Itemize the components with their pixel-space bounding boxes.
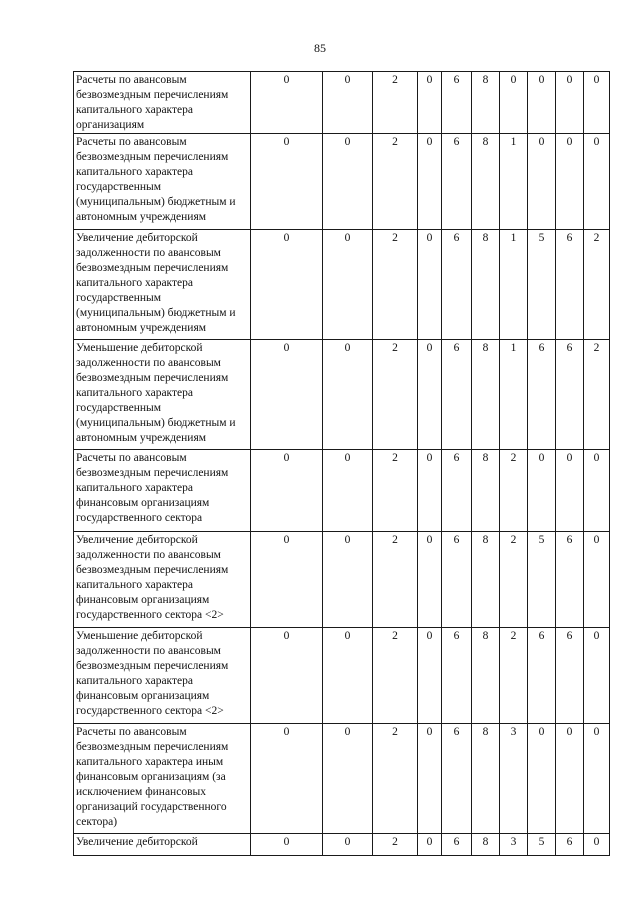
code-digit-cell: 0 bbox=[584, 72, 610, 134]
account-name-cell: Расчеты по авансовым безвозмездным перечислениям капитального характера организациям bbox=[74, 72, 251, 134]
code-digit-cell: 0 bbox=[500, 72, 528, 134]
table-row bbox=[74, 340, 610, 450]
code-digit-cell: 2 bbox=[584, 340, 610, 450]
code-digit-cell: 6 bbox=[556, 834, 584, 856]
account-name-cell: Расчеты по авансовым безвозмездным перечислениям капитального характера государственным (муниципальным) бюджетным и автономным учреждениям bbox=[74, 134, 251, 230]
code-digit-cell: 2 bbox=[500, 450, 528, 532]
code-digit-cell: 0 bbox=[584, 532, 610, 628]
code-digit-cell: 1 bbox=[500, 230, 528, 340]
code-digit-cell: 8 bbox=[472, 450, 500, 532]
code-digit-cell: 0 bbox=[528, 724, 556, 834]
code-digit-cell: 6 bbox=[442, 724, 472, 834]
code-digit-cell: 8 bbox=[472, 340, 500, 450]
code-digit-cell: 0 bbox=[323, 628, 373, 724]
code-digit-cell: 0 bbox=[584, 134, 610, 230]
account-name-cell: Увеличение дебиторской задолженности по авансовым безвозмездным перечислениям капитального характера государственным (муниципальным) бюджетным и автономным учреждениям bbox=[74, 230, 251, 340]
code-digit-cell: 1 bbox=[500, 340, 528, 450]
code-digit-cell: 0 bbox=[251, 724, 323, 834]
code-digit-cell: 0 bbox=[251, 628, 323, 724]
code-digit-cell: 0 bbox=[323, 134, 373, 230]
code-digit-cell: 6 bbox=[556, 340, 584, 450]
code-digit-cell: 2 bbox=[373, 72, 418, 134]
code-digit-cell: 0 bbox=[418, 450, 442, 532]
code-digit-cell: 0 bbox=[251, 72, 323, 134]
code-digit-cell: 0 bbox=[528, 134, 556, 230]
code-digit-cell: 0 bbox=[418, 628, 442, 724]
code-digit-cell: 0 bbox=[418, 230, 442, 340]
account-name-cell: Увеличение дебиторской задолженности по авансовым безвозмездным перечислениям капитального характера финансовым организациям государственного сектора <2> bbox=[74, 532, 251, 628]
code-digit-cell: 8 bbox=[472, 628, 500, 724]
code-digit-cell: 0 bbox=[251, 230, 323, 340]
code-digit-cell: 2 bbox=[584, 230, 610, 340]
account-name-cell: Уменьшение дебиторской задолженности по авансовым безвозмездным перечислениям капитального характера финансовым организациям государственного сектора <2> bbox=[74, 628, 251, 724]
code-digit-cell: 6 bbox=[442, 340, 472, 450]
code-digit-cell: 6 bbox=[442, 134, 472, 230]
code-digit-cell: 8 bbox=[472, 230, 500, 340]
code-digit-cell: 3 bbox=[500, 724, 528, 834]
code-digit-cell: 0 bbox=[556, 724, 584, 834]
code-digit-cell: 1 bbox=[500, 134, 528, 230]
code-digit-cell: 0 bbox=[584, 724, 610, 834]
code-digit-cell: 0 bbox=[251, 340, 323, 450]
code-digit-cell: 2 bbox=[500, 532, 528, 628]
code-digit-cell: 8 bbox=[472, 532, 500, 628]
code-digit-cell: 0 bbox=[323, 724, 373, 834]
code-digit-cell: 8 bbox=[472, 134, 500, 230]
code-digit-cell: 2 bbox=[373, 834, 418, 856]
code-digit-cell: 2 bbox=[373, 724, 418, 834]
code-digit-cell: 0 bbox=[323, 72, 373, 134]
code-digit-cell: 8 bbox=[472, 72, 500, 134]
code-digit-cell: 0 bbox=[584, 834, 610, 856]
code-digit-cell: 6 bbox=[556, 628, 584, 724]
table-row bbox=[74, 532, 610, 628]
code-digit-cell: 6 bbox=[556, 230, 584, 340]
code-digit-cell: 6 bbox=[442, 72, 472, 134]
code-digit-cell: 0 bbox=[251, 834, 323, 856]
code-digit-cell: 0 bbox=[251, 450, 323, 532]
code-digit-cell: 0 bbox=[418, 834, 442, 856]
code-digit-cell: 2 bbox=[373, 532, 418, 628]
code-digit-cell: 2 bbox=[373, 450, 418, 532]
code-digit-cell: 0 bbox=[556, 134, 584, 230]
code-digit-cell: 0 bbox=[418, 340, 442, 450]
account-name-cell: Расчеты по авансовым безвозмездным перечислениям капитального характера финансовым организациям государственного сектора bbox=[74, 450, 251, 532]
code-digit-cell: 0 bbox=[584, 450, 610, 532]
code-digit-cell: 0 bbox=[323, 230, 373, 340]
table-row bbox=[74, 72, 610, 134]
code-digit-cell: 8 bbox=[472, 724, 500, 834]
page-number: 85 bbox=[314, 41, 326, 55]
account-name-cell: Увеличение дебиторской bbox=[74, 834, 251, 856]
code-digit-cell: 0 bbox=[323, 450, 373, 532]
account-name-cell: Уменьшение дебиторской задолженности по авансовым безвозмездным перечислениям капитального характера государственным (муниципальным) бюджетным и автономным учреждениям bbox=[74, 340, 251, 450]
code-digit-cell: 0 bbox=[323, 834, 373, 856]
code-digit-cell: 6 bbox=[442, 628, 472, 724]
table-row bbox=[74, 450, 610, 532]
code-digit-cell: 0 bbox=[418, 72, 442, 134]
code-digit-cell: 2 bbox=[373, 340, 418, 450]
table-row bbox=[74, 834, 610, 856]
table-row bbox=[74, 230, 610, 340]
account-name-cell: Расчеты по авансовым безвозмездным перечислениям капитального характера иным финансовым организациям (за исключением финансовых организаций государственного сектора) bbox=[74, 724, 251, 834]
code-digit-cell: 0 bbox=[556, 450, 584, 532]
code-digit-cell: 2 bbox=[373, 134, 418, 230]
code-digit-cell: 8 bbox=[472, 834, 500, 856]
table-row bbox=[74, 628, 610, 724]
code-digit-cell: 6 bbox=[528, 628, 556, 724]
code-digit-cell: 2 bbox=[500, 628, 528, 724]
code-digit-cell: 0 bbox=[418, 724, 442, 834]
code-digit-cell: 2 bbox=[373, 230, 418, 340]
code-digit-cell: 6 bbox=[556, 532, 584, 628]
code-digit-cell: 0 bbox=[528, 450, 556, 532]
code-digit-cell: 0 bbox=[251, 134, 323, 230]
code-digit-cell: 5 bbox=[528, 834, 556, 856]
code-digit-cell: 6 bbox=[442, 532, 472, 628]
code-digit-cell: 0 bbox=[418, 532, 442, 628]
table-row bbox=[74, 724, 610, 834]
code-digit-cell: 0 bbox=[584, 628, 610, 724]
code-digit-cell: 6 bbox=[442, 450, 472, 532]
code-digit-cell: 3 bbox=[500, 834, 528, 856]
code-digit-cell: 6 bbox=[442, 834, 472, 856]
code-digit-cell: 5 bbox=[528, 230, 556, 340]
code-digit-cell: 2 bbox=[373, 628, 418, 724]
code-digit-cell: 0 bbox=[251, 532, 323, 628]
table-row bbox=[74, 134, 610, 230]
code-digit-cell: 0 bbox=[323, 340, 373, 450]
code-digit-cell: 5 bbox=[528, 532, 556, 628]
code-digit-cell: 0 bbox=[323, 532, 373, 628]
code-digit-cell: 0 bbox=[556, 72, 584, 134]
code-digit-cell: 0 bbox=[418, 134, 442, 230]
code-digit-cell: 6 bbox=[442, 230, 472, 340]
code-digit-cell: 0 bbox=[528, 72, 556, 134]
code-digit-cell: 6 bbox=[528, 340, 556, 450]
account-codes-table bbox=[73, 71, 610, 856]
